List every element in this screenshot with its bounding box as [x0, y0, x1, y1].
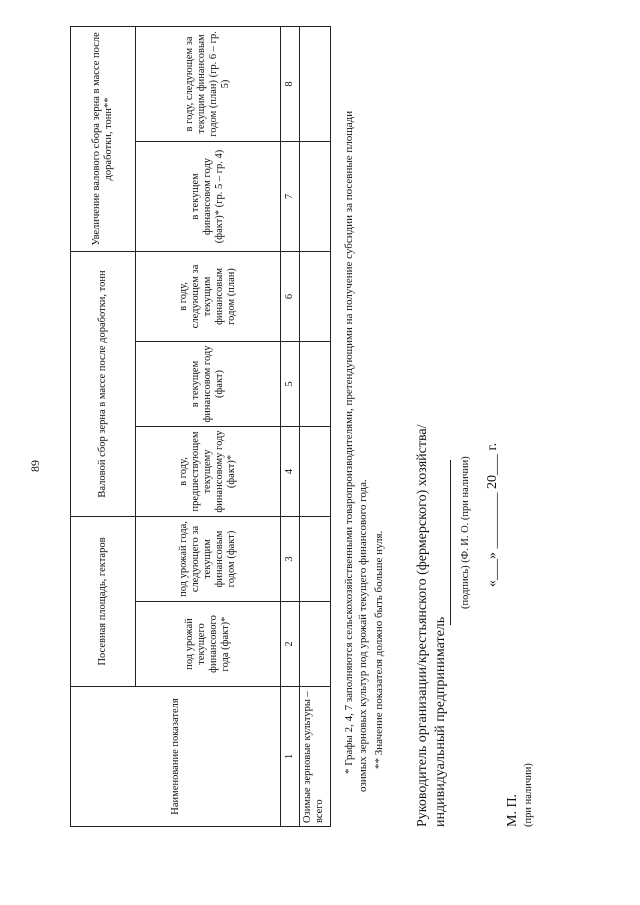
header-gross-harvest: Валовой сбор зерна в массе после доработки, тонн	[71, 251, 136, 516]
col-num-1: 1	[281, 687, 300, 827]
cell-6[interactable]	[300, 251, 331, 341]
col-num-2: 2	[281, 602, 300, 687]
cell-5[interactable]	[300, 341, 331, 426]
stamp-note: (при наличии)	[523, 763, 534, 827]
subheader-3: под урожай года, следующего за текущим финансовым годом (факт)	[136, 516, 281, 601]
header-harvest-increase: Увеличение валового сбора зерна в массе после доработки, тонн**	[71, 26, 136, 251]
row-label: Озимые зерновые культуры – всего	[300, 687, 331, 827]
signature-title-line1: Руководитель организации/крестьянского (фермерского) хозяйства/	[415, 424, 430, 827]
col-num-7: 7	[281, 141, 300, 251]
column-numbers-row	[281, 26, 300, 826]
subheader-8: в году, следующем за текущим финансовым годом (план) (гр. 6 – гр. 5)	[136, 26, 281, 141]
col-num-8: 8	[281, 26, 300, 141]
col-num-4: 4	[281, 426, 300, 516]
cell-3[interactable]	[300, 516, 331, 601]
footnote-2: ** Значение показателя должно быть больше нуля.	[373, 530, 385, 769]
rotated-page	[20, 17, 620, 887]
subheader-6: в году, следующем за текущим финансовым годом (план)	[136, 251, 281, 341]
subheader-4: в году, предшествующем текущему финансовому году (факт)*	[136, 426, 281, 516]
subheader-5: в текущем финансовом году (факт)	[136, 341, 281, 426]
header-row-1	[71, 26, 136, 826]
header-indicator: Наименование показателя	[71, 687, 281, 827]
signature-line[interactable]	[450, 460, 451, 625]
cell-7[interactable]	[300, 141, 331, 251]
cell-2[interactable]	[300, 602, 331, 687]
col-num-3: 3	[281, 516, 300, 601]
signature-caption: (подпись) (Ф. И. О. (при наличии)	[460, 456, 471, 609]
date-line: «___» ________ 20___ г.	[485, 442, 500, 587]
page-number: 89	[28, 460, 42, 472]
cell-4[interactable]	[300, 426, 331, 516]
col-num-6: 6	[281, 251, 300, 341]
report-table	[70, 26, 331, 827]
header-area: Посевная площадь, гектаров	[71, 516, 136, 686]
col-num-5: 5	[281, 341, 300, 426]
cell-8[interactable]	[300, 26, 331, 141]
footnote-1: * Графы 2, 4, 7 заполняются сельскохозяйственными товаропроизводителями, претендующими на получение субсидии за посевные площади озимых зерновых культур под урожай текущего финансового года.	[343, 110, 369, 792]
signature-title-line2: индивидуальный предприниматель	[433, 616, 448, 827]
stamp-label: М. П.	[505, 793, 520, 827]
subheader-7: в текущем финансовом году (факт)* (гр. 5 – гр. 4)	[136, 141, 281, 251]
subheader-2: под урожай текущего финансового года (факт)*	[136, 602, 281, 687]
data-row-winter-grains	[300, 26, 331, 826]
